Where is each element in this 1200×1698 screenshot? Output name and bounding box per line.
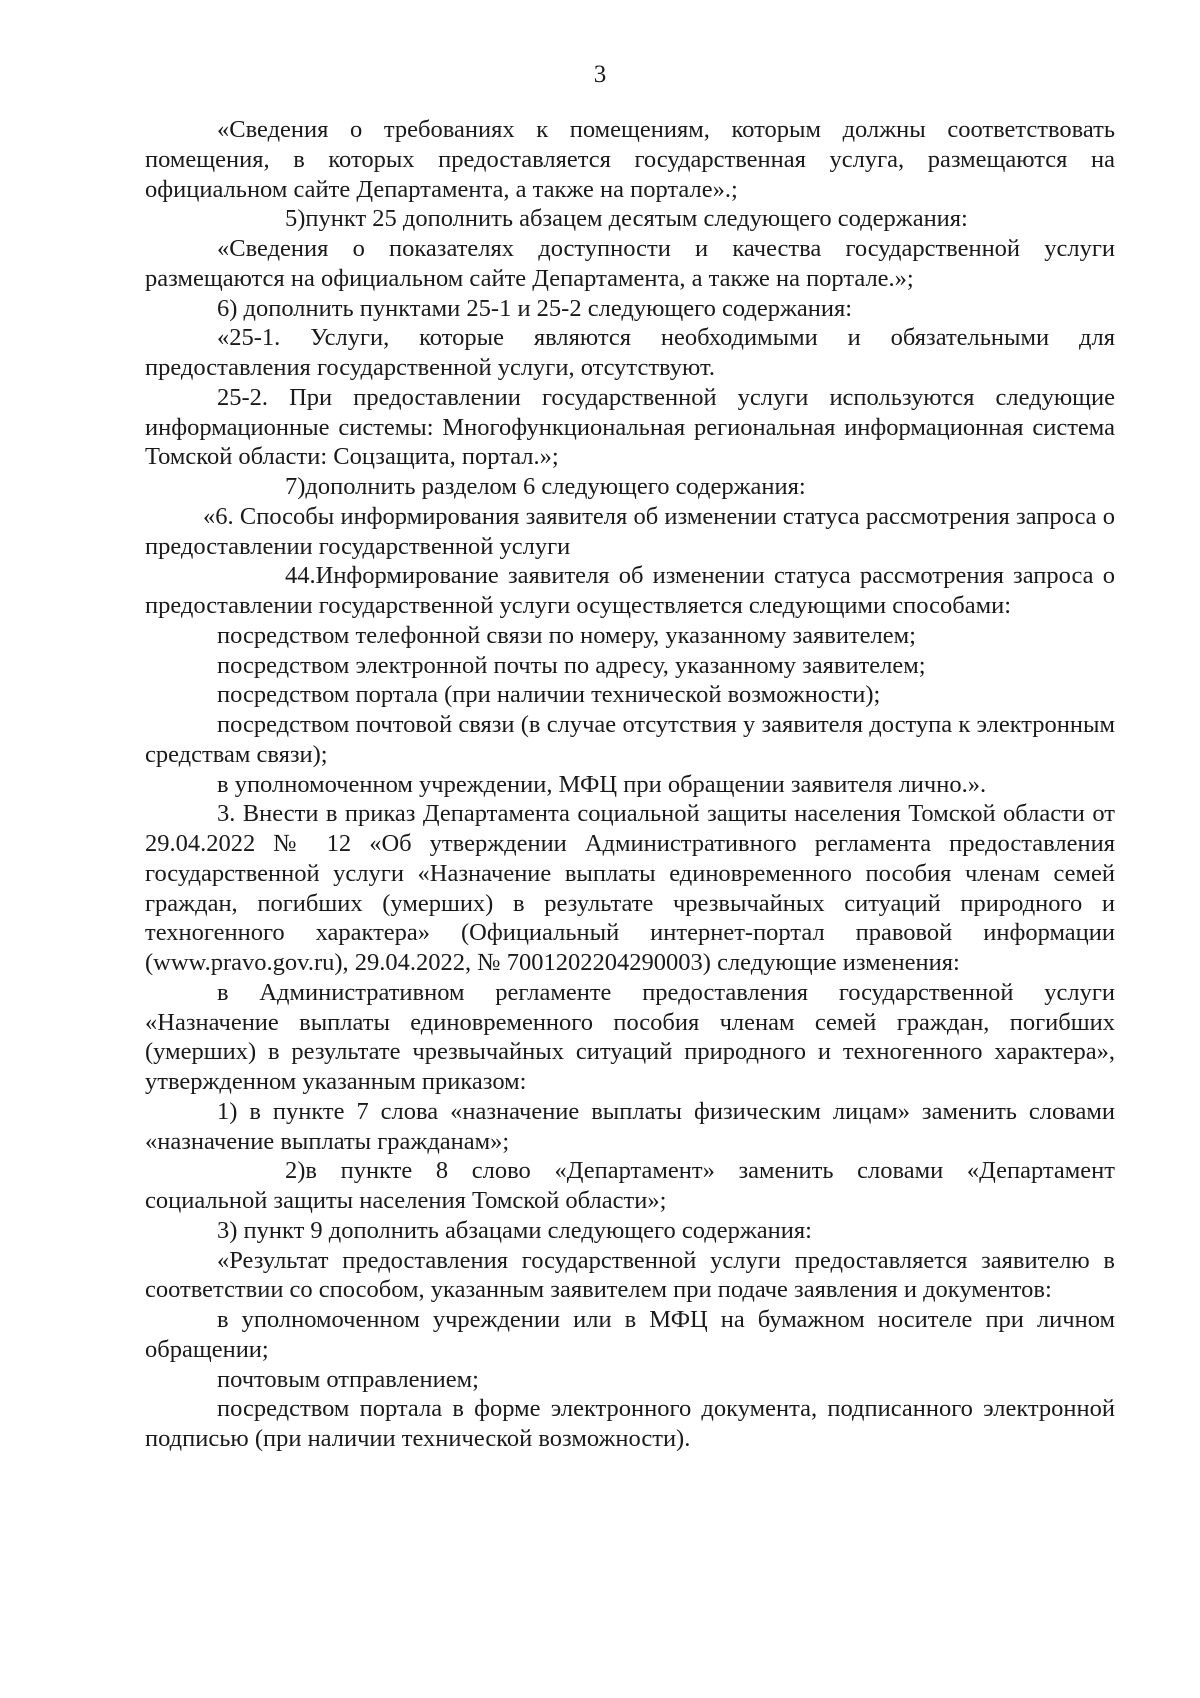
item-number: 7) bbox=[285, 473, 306, 500]
paragraph: 3. Внести в приказ Департамента социальной защиты населения Томской области от 29.04.2022 № 12 «Об утверждении Административного регламента предоставления государственной услуги «Назначение выплаты единовременного пособия членам семей граждан, погибших (умерших) в результате чрезвычайных ситуаций природного и техногенного характера» (Официальный интернет-портал правовой информации (www.pravo.gov.ru), 29.04.2022, № 7001202204290003) следующие изменения: bbox=[145, 800, 1115, 976]
paragraph: «Сведения о требованиях к помещениям, которым должны соответствовать помещения, в которых предоставляется государственная услуга, размещаются на официальном сайте Департамента, а также на портале».; bbox=[145, 116, 1115, 203]
paragraph: в Административном регламенте предоставления государственной услуги «Назначение выплаты единовременного пособия членам семей граждан, погибших (умерших) в результате чрезвычайных ситуаций природного и техногенного характера», утвержденном указанным приказом: bbox=[145, 978, 1115, 1095]
paragraph: «Результат предоставления государственной услуги предоставляется заявителю в соответствии со способом, указанным заявителем при подаче заявления и документов: bbox=[145, 1246, 1115, 1304]
paragraph-text: дополнить разделом 6 следующего содержания: bbox=[305, 473, 806, 500]
paragraph: «Сведения о показателях доступности и качества государственной услуги размещаются на официальном сайте Департамента, а также на портале.»; bbox=[145, 235, 1115, 292]
document-body bbox=[145, 115, 1115, 1454]
paragraph-text: в пункте 8 слово «Департамент» заменить словами «Департамент социальной защиты населения Томской области»; bbox=[145, 1157, 1115, 1214]
paragraph: «25-1. Услуги, которые являются необходимыми и обязательными для предоставления государственной услуги, отсутствуют. bbox=[145, 324, 1115, 381]
list-item: посредством портала (при наличии технической возможности); bbox=[217, 681, 881, 709]
paragraph bbox=[145, 472, 1115, 502]
paragraph: 1) в пункте 7 слова «назначение выплаты физическим лицам» заменить словами «назначение выплаты гражданам»; bbox=[145, 1097, 1115, 1155]
paragraph-text: Информирование заявителя об изменении статуса рассмотрения запроса о предоставлении государственной услуги осуществляется следующими способами: bbox=[145, 562, 1115, 619]
paragraph bbox=[145, 204, 1115, 234]
paragraph: 6) дополнить пунктами 25-1 и 25-2 следующего содержания: bbox=[217, 294, 853, 322]
list-item: посредством почтовой связи (в случае отсутствия у заявителя доступа к электронным средствам связи); bbox=[145, 711, 1115, 768]
section-heading: «6. Способы информирования заявителя об изменении статуса рассмотрения запроса о предоставлении государственной услуги bbox=[145, 502, 1115, 560]
item-number: 44. bbox=[285, 562, 316, 590]
paragraph bbox=[145, 561, 1115, 621]
paragraph bbox=[145, 1156, 1115, 1216]
list-item: посредством электронной почты по адресу, указанному заявителем; bbox=[217, 651, 926, 679]
list-item: в уполномоченном учреждении или в МФЦ на бумажном носителе при личном обращении; bbox=[145, 1306, 1115, 1363]
item-number: 5) bbox=[285, 205, 306, 233]
list-item: посредством телефонной связи по номеру, указанному заявителем; bbox=[217, 621, 916, 649]
list-item: посредством портала в форме электронного документа, подписанного электронной подписью (при наличии технической возможности). bbox=[145, 1395, 1115, 1452]
list-item: в уполномоченном учреждении, МФЦ при обращении заявителя лично.». bbox=[217, 770, 987, 798]
list-item: почтовым отправлением; bbox=[217, 1365, 479, 1393]
paragraph-text: пункт 25 дополнить абзацем десятым следующего содержания: bbox=[305, 205, 968, 233]
paragraph: 3) пункт 9 дополнить абзацами следующего содержания: bbox=[217, 1216, 812, 1244]
paragraph: 25-2. При предоставлении государственной услуги используются следующие информационные системы: Многофункциональная региональная информационная система Томской области: Соцзащита, портал.»; bbox=[145, 383, 1115, 471]
page-number: 3 bbox=[593, 61, 607, 88]
item-number: 2) bbox=[285, 1157, 306, 1185]
